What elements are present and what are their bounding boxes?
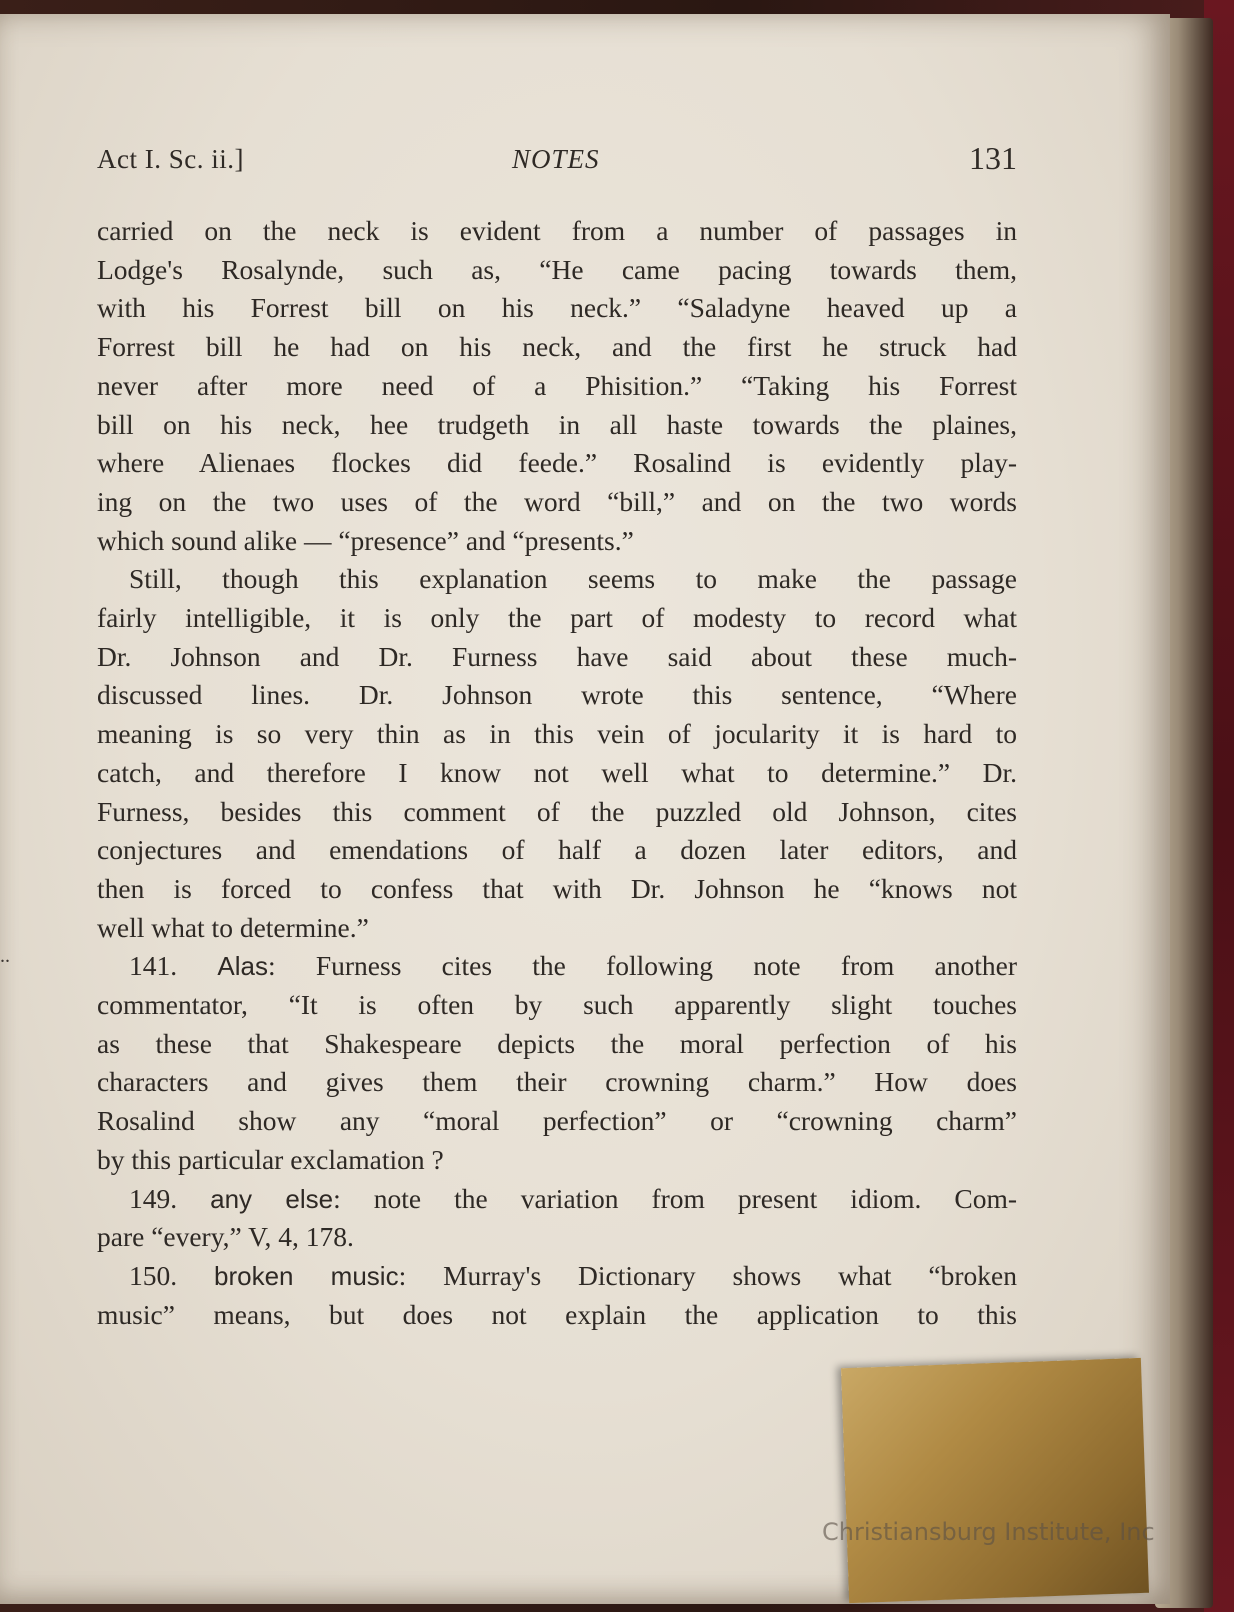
text-line: with his Forrest bill on his neck.” “Saladyne heaved up a: [97, 292, 1017, 324]
text-line: discussed lines. Dr. Johnson wrote this sentence, “Where: [97, 679, 1017, 711]
page-number: 131: [969, 140, 1017, 176]
text-line: which sound alike — “presence” and “presents.”: [97, 524, 634, 556]
bookmark-tab: [841, 1358, 1149, 1603]
text-line: fairly intelligible, it is only the part of modesty to record what: [97, 602, 1017, 634]
text-line: bill on his neck, hee trudgeth in all haste towards the plaines,: [97, 408, 1017, 440]
page-header: [97, 140, 1017, 180]
text-line: music” means, but does not explain the application to this: [97, 1298, 1017, 1330]
text-line: Still, though this explanation seems to make the passage: [129, 563, 1017, 595]
text-line: meaning is so very thin as in this vein of jocularity it is hard to: [97, 718, 1017, 750]
text-line: never after more need of a Phisition.” “Taking his Forrest: [97, 369, 1017, 401]
text-line: carried on the neck is evident from a number of passages in: [97, 215, 1017, 246]
text-line: Forrest bill he had on his neck, and the first he struck had: [97, 331, 1017, 363]
note-text: : Murray's Dictionary shows what “broken: [398, 1259, 1017, 1291]
note-headword: Alas: [217, 951, 268, 982]
running-head-title: NOTES: [512, 144, 600, 174]
margin-mark: ..: [0, 945, 10, 967]
note-text: : note the variation from present idiom. Com-: [333, 1182, 1017, 1214]
notes-body: [97, 212, 1017, 1334]
running-head-left: Act I. Sc. ii.]: [97, 144, 244, 174]
note-number: 149.: [129, 1182, 178, 1214]
note-149: [97, 1180, 1017, 1219]
text-line: Furness, besides this comment of the puzzled old Johnson, cites: [97, 795, 1017, 827]
text-line: pare “every,” V, 4, 178.: [97, 1221, 354, 1253]
note-150: [97, 1257, 1017, 1296]
text-line: by this particular exclamation ?: [97, 1143, 444, 1175]
text-line: Lodge's Rosalynde, such as, “He came pacing towards them,: [97, 253, 1017, 285]
text-line: commentator, “It is often by such apparently slight touches: [97, 989, 1017, 1021]
text-line: ing on the two uses of the word “bill,” and on the two words: [97, 485, 1017, 517]
note-141: [97, 947, 1017, 986]
note-number: 150.: [129, 1259, 178, 1291]
note-text: : Furness cites the following note from another: [267, 950, 1017, 982]
text-line: catch, and therefore I know not well what to determine.” Dr.: [97, 756, 1017, 788]
text-line: well what to determine.”: [97, 911, 369, 943]
text-line: then is forced to confess that with Dr. Johnson he “knows not: [97, 872, 1017, 904]
note-number: 141.: [129, 950, 178, 982]
note-headword: any else: [210, 1183, 334, 1214]
text-line: Rosalind show any “moral perfection” or “crowning charm”: [97, 1105, 1017, 1137]
text-line: as these that Shakespeare depicts the moral perfection of his: [97, 1027, 1017, 1059]
watermark: Christiansburg Institute, Inc: [822, 1518, 1155, 1546]
text-line: characters and gives them their crowning charm.” How does: [97, 1066, 1017, 1098]
text-line: Dr. Johnson and Dr. Furness have said about these much-: [97, 640, 1017, 672]
text-line: conjectures and emendations of half a dozen later editors, and: [97, 834, 1017, 866]
text-line: where Alienaes flockes did feede.” Rosalind is evidently play-: [97, 447, 1017, 479]
note-headword: broken music: [213, 1260, 399, 1291]
